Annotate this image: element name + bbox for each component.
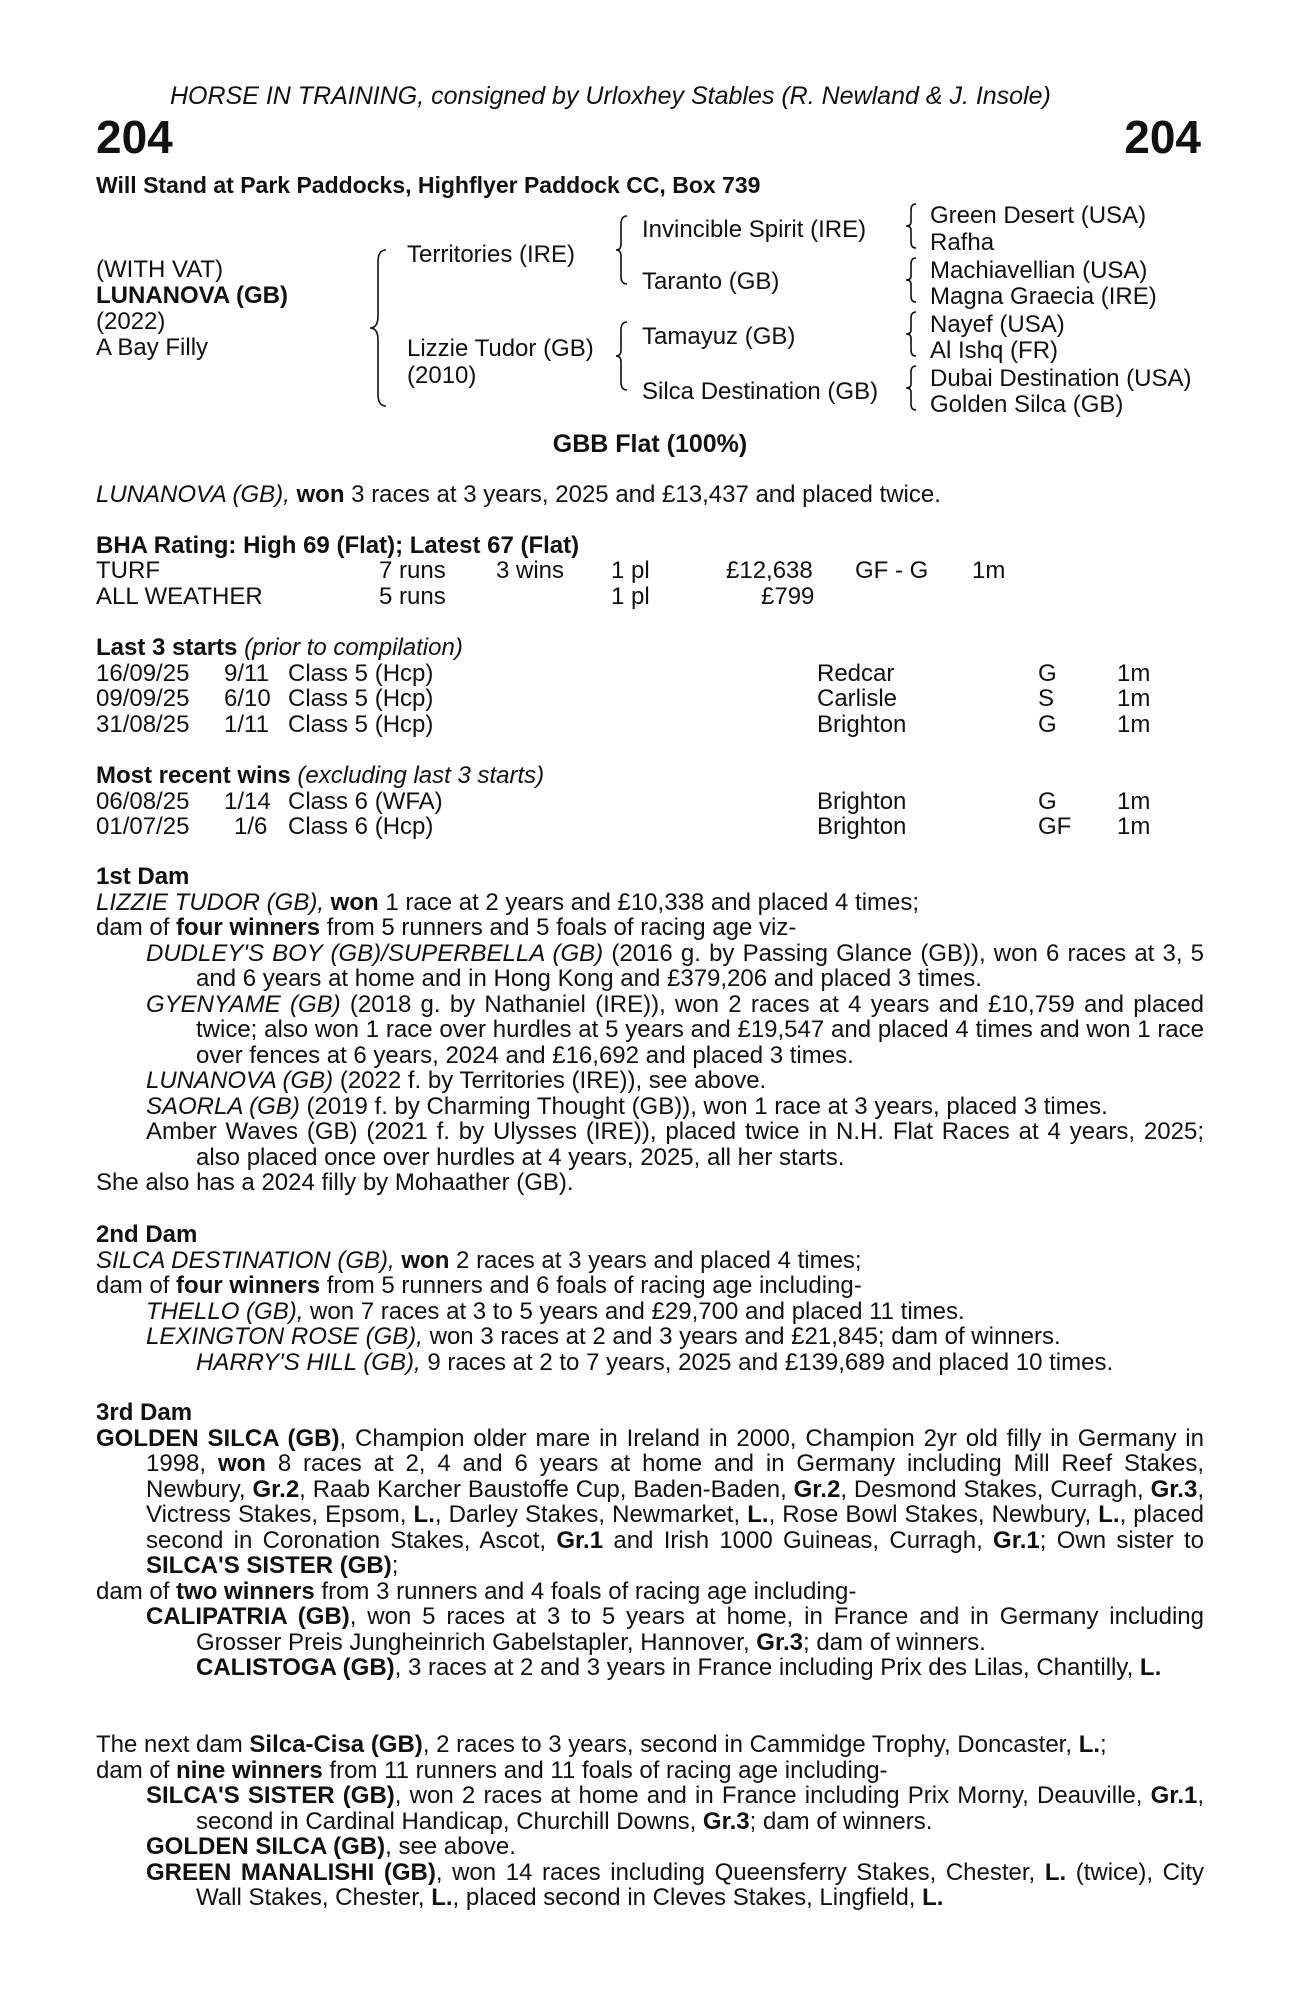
granddam-line-2: Rafha <box>930 229 995 256</box>
sire: Territories (IRE) <box>407 241 576 268</box>
third-dam-record <box>96 1426 1204 1579</box>
text: , Raab Karcher Baustoffe Cup, Baden-Baden, <box>299 1475 787 1503</box>
race-summary <box>96 481 941 509</box>
start-date: 09/09/25 <box>96 685 190 712</box>
text: from 5 runners and 6 foals of racing age including- <box>326 1272 862 1299</box>
text: , Rose Bowl Stakes, Newbury, <box>768 1501 1092 1528</box>
grade: Gr.1 <box>556 1526 604 1554</box>
gbb-flat-note: GBB Flat (100%) <box>552 430 748 458</box>
text: from 11 runners and 11 foals of racing age including- <box>329 1756 888 1784</box>
start-class: Class 5 (Hcp) <box>288 685 434 712</box>
produce-entry <box>96 1350 1204 1376</box>
produce-name: CALISTOGA (GB) <box>196 1654 395 1681</box>
produce-name: THELLO (GB), <box>146 1297 304 1325</box>
grade: L. <box>1078 1731 1101 1758</box>
dam-sire: Tamayuz (GB) <box>642 323 796 350</box>
produce-name: LEXINGTON ROSE (GB), <box>146 1323 423 1350</box>
start-course: Redcar <box>817 660 895 687</box>
stand-location: Will Stand at Park Paddocks, Highflyer Paddock CC, Box 739 <box>96 172 761 198</box>
text: ; Own sister to <box>1039 1526 1204 1554</box>
vat-note: (WITH VAT) <box>96 256 224 283</box>
win-going: GF <box>1038 813 1072 840</box>
produce-name: LUNANOVA (GB) <box>146 1067 334 1094</box>
third-dam-section <box>96 1400 1204 1681</box>
grade: L. <box>431 1884 453 1911</box>
won-word: won <box>330 888 379 916</box>
recent-wins-heading <box>96 762 544 790</box>
grade: Gr.3 <box>1150 1475 1198 1503</box>
sire-sire: Invincible Spirit (IRE) <box>642 216 867 243</box>
produce-entry <box>96 1299 1204 1325</box>
grade: L. <box>922 1884 944 1911</box>
text: , 3 races at 2 and 3 years in France including Prix des Lilas, Chantilly, <box>394 1654 1134 1681</box>
second-dam-heading: 2nd Dam <box>96 1221 198 1248</box>
recent-wins-note: (excluding last 3 starts) <box>297 762 545 789</box>
produce-name: HARRY'S HILL (GB), <box>196 1348 421 1376</box>
bha-surface: TURF <box>96 557 160 584</box>
win-class: Class 6 (Hcp) <box>288 813 434 840</box>
win-class: Class 6 (WFA) <box>288 788 443 815</box>
produce-record: (2022 f. by Territories (IRE)), see above. <box>339 1067 767 1094</box>
start-course: Carlisle <box>817 685 898 712</box>
text: ; <box>1100 1731 1107 1758</box>
grade: Gr.1 <box>1150 1782 1198 1809</box>
grade: Gr.3 <box>756 1628 803 1656</box>
text: from 5 runners and 5 foals of racing age viz- <box>326 914 797 941</box>
produce-record: (2018 g. by Nathaniel (IRE)), won 2 races at 4 years and £10,759 and placed twice; also won 1 race over hurdles at 5 years and £19,547 and placed 4 times and won 1 race over fences at 6 years, 2024 and £16,692 and placed 3 times. <box>196 990 1205 1069</box>
third-dam-heading: 3rd Dam <box>96 1399 193 1426</box>
last-starts-note: (prior to compilation) <box>244 634 463 661</box>
text: ; dam of winners. <box>803 1628 986 1656</box>
text: dam of <box>96 1272 170 1299</box>
win-distance: 1m <box>1117 813 1151 840</box>
start-position: 9/11 <box>224 660 269 687</box>
win-date: 06/08/25 <box>96 788 190 815</box>
granddam-line-8: Golden Silca (GB) <box>930 391 1124 418</box>
granddam-line-6: Al Ishq (FR) <box>930 337 1059 364</box>
produce-entry: Amber Waves (GB) (2021 f. by Ulysses (IRE)), placed twice in N.H. Flat Races at 4 years, 2025; also placed once over hurdles at 4 years, 2025, all her starts. <box>146 1118 1204 1171</box>
grade: Gr.3 <box>702 1807 750 1835</box>
produce-entry <box>96 941 1204 992</box>
dam-name: GOLDEN SILCA (GB) <box>96 1424 340 1452</box>
dam-dam: Silca Destination (GB) <box>642 378 879 405</box>
produce-entry <box>96 1094 1204 1120</box>
produce-entry <box>96 1655 1204 1681</box>
text: , won 14 races including Queensferry Stakes, Chester, <box>435 1858 1036 1886</box>
recent-wins-title: Most recent wins <box>96 762 291 789</box>
next-dam-produce <box>96 1758 1204 1784</box>
text: , 2 races to 3 years, second in Cammidge Trophy, Doncaster, <box>422 1731 1073 1758</box>
produce-record: 9 races at 2 to 7 years, 2025 and £139,689 and placed 10 times. <box>427 1348 1114 1376</box>
granddam-line-4: Magna Graecia (IRE) <box>930 283 1157 310</box>
bha-placed: 1 pl <box>611 583 650 610</box>
winners-count: four winners <box>176 914 321 941</box>
pedigree-brace-sire <box>614 214 630 286</box>
consignment-header: HORSE IN TRAINING, consigned by Urloxhey Stables (R. Newland & J. Insole) <box>170 82 1051 110</box>
pedigree-brace-g1 <box>904 202 918 250</box>
winners-count: four winners <box>176 1272 321 1299</box>
text: from 3 runners and 4 foals of racing age including- <box>321 1577 857 1605</box>
bha-prize: £799 <box>761 583 815 610</box>
dam-record: 2 races at 3 years and placed 4 times; <box>456 1246 862 1274</box>
first-dam-section <box>96 864 1204 1196</box>
start-class: Class 5 (Hcp) <box>288 660 434 687</box>
start-class: Class 5 (Hcp) <box>288 711 434 738</box>
bha-rating-heading: BHA Rating: High 69 (Flat); Latest 67 (Flat) <box>96 532 580 559</box>
produce-name: GOLDEN SILCA (GB) <box>146 1833 386 1860</box>
dam-name: LIZZIE TUDOR (GB), <box>96 888 324 916</box>
won-word: won <box>217 1450 266 1477</box>
text: , placed second in Coronation Stakes, Ascot, <box>146 1501 1205 1554</box>
bha-placed: 1 pl <box>611 557 650 584</box>
start-course: Brighton <box>817 711 907 738</box>
produce-name: SAORLA (GB) <box>146 1092 300 1120</box>
granddam-line-7: Dubai Destination (USA) <box>930 365 1192 392</box>
produce-entry <box>96 1834 1204 1860</box>
summary-won: won <box>296 481 345 508</box>
text: dam of <box>96 1577 170 1605</box>
text: ; dam of winners. <box>749 1807 933 1835</box>
dam-name: SILCA DESTINATION (GB), <box>96 1246 395 1274</box>
dam-year: (2010) <box>407 362 477 389</box>
bha-wins: 3 wins <box>496 557 565 584</box>
horse-year: (2022) <box>96 308 166 335</box>
bha-runs: 5 runs <box>379 583 446 610</box>
grade: L. <box>1139 1654 1162 1681</box>
text: The next dam <box>96 1731 243 1758</box>
grade: L. <box>413 1501 435 1528</box>
text: dam of <box>96 914 170 941</box>
text: ; <box>391 1552 399 1579</box>
produce-name: SILCA'S SISTER (GB) <box>146 1782 395 1809</box>
start-distance: 1m <box>1117 711 1151 738</box>
bha-runs: 7 runs <box>379 557 446 584</box>
produce-entry <box>96 992 1204 1069</box>
produce-entry <box>96 1324 1204 1350</box>
text: 8 races at 2, 4 and 6 years at home and in Germany including Mill Reef Stakes, Newbury, <box>146 1450 1205 1503</box>
text: , second in Cardinal Handicap, Churchill Downs, <box>196 1782 1205 1835</box>
produce-record: (2019 f. by Charming Thought (GB)), won 1 race at 3 years, placed 3 times. <box>306 1092 1108 1120</box>
summary-horse-name: LUNANOVA (GB), <box>96 481 290 508</box>
win-going: G <box>1038 788 1057 815</box>
winners-count: two winners <box>176 1577 315 1605</box>
granddam-line-1: Green Desert (USA) <box>930 202 1147 229</box>
summary-text: 3 races at 3 years, 2025 and £13,437 and placed twice. <box>351 481 941 508</box>
produce-name: DUDLEY'S BOY (GB)/SUPERBELLA (GB) <box>146 939 604 967</box>
horse-description: A Bay Filly <box>96 334 209 361</box>
horse-name: LUNANOVA (GB) <box>96 282 288 309</box>
start-going: G <box>1038 711 1057 738</box>
grade: L. <box>1098 1501 1120 1528</box>
bha-distance: 1m <box>972 557 1006 584</box>
grade: L. <box>747 1501 769 1528</box>
text: , won 5 races at 3 to 5 years at home, in France and in Germany including Grosser Preis Jungheinrich Gabelstapler, Hannover, <box>196 1603 1205 1656</box>
sire-dam: Taranto (GB) <box>642 268 780 295</box>
pedigree-brace-g4 <box>904 364 918 412</box>
start-going: G <box>1038 660 1057 687</box>
pedigree-brace-main <box>368 248 390 408</box>
pedigree-brace-g3 <box>904 310 918 358</box>
last-starts-title: Last 3 starts <box>96 634 238 661</box>
win-position: 1/6 <box>234 813 268 840</box>
start-position: 1/11 <box>224 711 269 738</box>
lot-number-left: 204 <box>96 111 173 163</box>
sister-name: SILCA'S SISTER (GB) <box>146 1552 392 1579</box>
produce-record: (2016 g. by Passing Glance (GB)), won 6 races at 3, 5 and 6 years at home and in Hong Kong and £379,206 and placed 3 times. <box>196 939 1205 992</box>
granddam-line-3: Machiavellian (USA) <box>930 257 1148 284</box>
pedigree-brace-g2 <box>904 256 918 304</box>
produce-record: won 3 races at 2 and 3 years and £21,845; dam of winners. <box>429 1323 1061 1350</box>
produce-name: GREEN MANALISHI (GB) <box>146 1858 436 1886</box>
text: , Desmond Stakes, Curragh, <box>840 1475 1144 1503</box>
first-dam-produce <box>96 915 1204 941</box>
grade: L. <box>1044 1858 1067 1886</box>
first-dam-heading: 1st Dam <box>96 863 190 890</box>
produce-record: won 7 races at 3 to 5 years and £29,700 and placed 11 times. <box>310 1297 965 1325</box>
second-dam-record <box>96 1248 1204 1274</box>
next-dam-record <box>96 1732 1204 1758</box>
produce-entry <box>96 1068 1204 1094</box>
start-distance: 1m <box>1117 660 1151 687</box>
next-dam-section <box>96 1732 1204 1911</box>
text: , won 2 races at home and in France including Prix Morny, Deauville, <box>394 1782 1143 1809</box>
grade: Gr.1 <box>993 1526 1040 1554</box>
win-course: Brighton <box>817 813 907 840</box>
text: , placed second in Cleves Stakes, Lingfield, <box>452 1884 916 1911</box>
dam: Lizzie Tudor (GB) <box>407 335 594 362</box>
produce-entry <box>96 1783 1204 1834</box>
won-word: won <box>401 1246 450 1274</box>
produce-note: She also has a 2024 filly by Mohaather (GB). <box>96 1169 574 1196</box>
win-position: 1/14 <box>224 788 271 815</box>
start-distance: 1m <box>1117 685 1151 712</box>
start-date: 31/08/25 <box>96 711 190 738</box>
text: and Irish 1000 Guineas, Curragh, <box>613 1526 983 1554</box>
produce-name: GYENYAME (GB) <box>146 990 341 1018</box>
bha-surface: ALL WEATHER <box>96 583 263 610</box>
third-dam-produce <box>96 1579 1204 1605</box>
second-dam-produce <box>96 1273 1204 1299</box>
win-distance: 1m <box>1117 788 1151 815</box>
granddam-line-5: Nayef (USA) <box>930 311 1065 338</box>
start-date: 16/09/25 <box>96 660 190 687</box>
grade: Gr.2 <box>252 1475 300 1503</box>
win-date: 01/07/25 <box>96 813 190 840</box>
produce-entry <box>96 1604 1204 1655</box>
produce-name: CALIPATRIA (GB) <box>146 1603 350 1630</box>
second-dam-section <box>96 1222 1204 1375</box>
text: , Victress Stakes, Epsom, <box>146 1475 1204 1528</box>
start-going: S <box>1038 685 1055 712</box>
text: dam of <box>96 1756 170 1784</box>
dam-name: Silca-Cisa (GB) <box>249 1731 423 1758</box>
produce-entry <box>96 1860 1204 1911</box>
win-course: Brighton <box>817 788 907 815</box>
bha-prize: £12,638 <box>726 557 813 584</box>
text: , Champion older mare in Ireland in 2000, Champion 2yr old filly in Germany in 1998, <box>146 1424 1204 1477</box>
dam-record: 1 race at 2 years and £10,338 and placed 4 times; <box>385 888 920 916</box>
text: , see above. <box>385 1833 516 1860</box>
text: (twice), City Wall Stakes, Chester, <box>196 1858 1204 1911</box>
bha-going: GF - G <box>855 557 929 584</box>
lot-number-right: 204 <box>1124 111 1201 163</box>
grade: Gr.2 <box>793 1475 841 1503</box>
last-starts-heading <box>96 634 463 662</box>
winners-count: nine winners <box>176 1756 323 1784</box>
start-position: 6/10 <box>224 685 271 712</box>
pedigree-brace-dam <box>614 320 630 392</box>
text: , Darley Stakes, Newmarket, <box>434 1501 741 1528</box>
first-dam-record <box>96 890 1204 916</box>
